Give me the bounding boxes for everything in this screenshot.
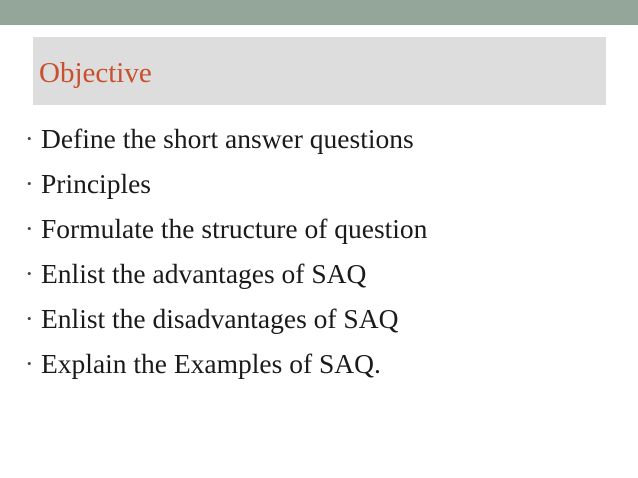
top-accent-band (0, 0, 638, 25)
bullet-item (27, 341, 427, 386)
bullet-list (27, 116, 427, 386)
bullet-text: Principles (41, 168, 151, 199)
bullet-item (27, 251, 427, 296)
bullet-icon: • (27, 311, 32, 326)
bullet-text: Enlist the disadvantages of SAQ (41, 303, 399, 334)
bullet-icon: • (27, 221, 32, 236)
bullet-icon: • (27, 131, 32, 146)
bullet-item (27, 116, 427, 161)
bullet-text: Formulate the structure of question (41, 213, 428, 244)
bullet-text: Define the short answer questions (41, 123, 414, 154)
bullet-text: Enlist the advantages of SAQ (41, 258, 367, 289)
bullet-item (27, 296, 427, 341)
title-box (33, 37, 606, 105)
bullet-icon: • (27, 176, 32, 191)
bullet-item (27, 161, 427, 206)
bullet-text: Explain the Examples of SAQ. (41, 348, 381, 379)
bullet-item (27, 206, 427, 251)
bullet-icon: • (27, 266, 32, 281)
slide-title: Objective (39, 57, 152, 89)
bullet-icon: • (27, 356, 32, 371)
